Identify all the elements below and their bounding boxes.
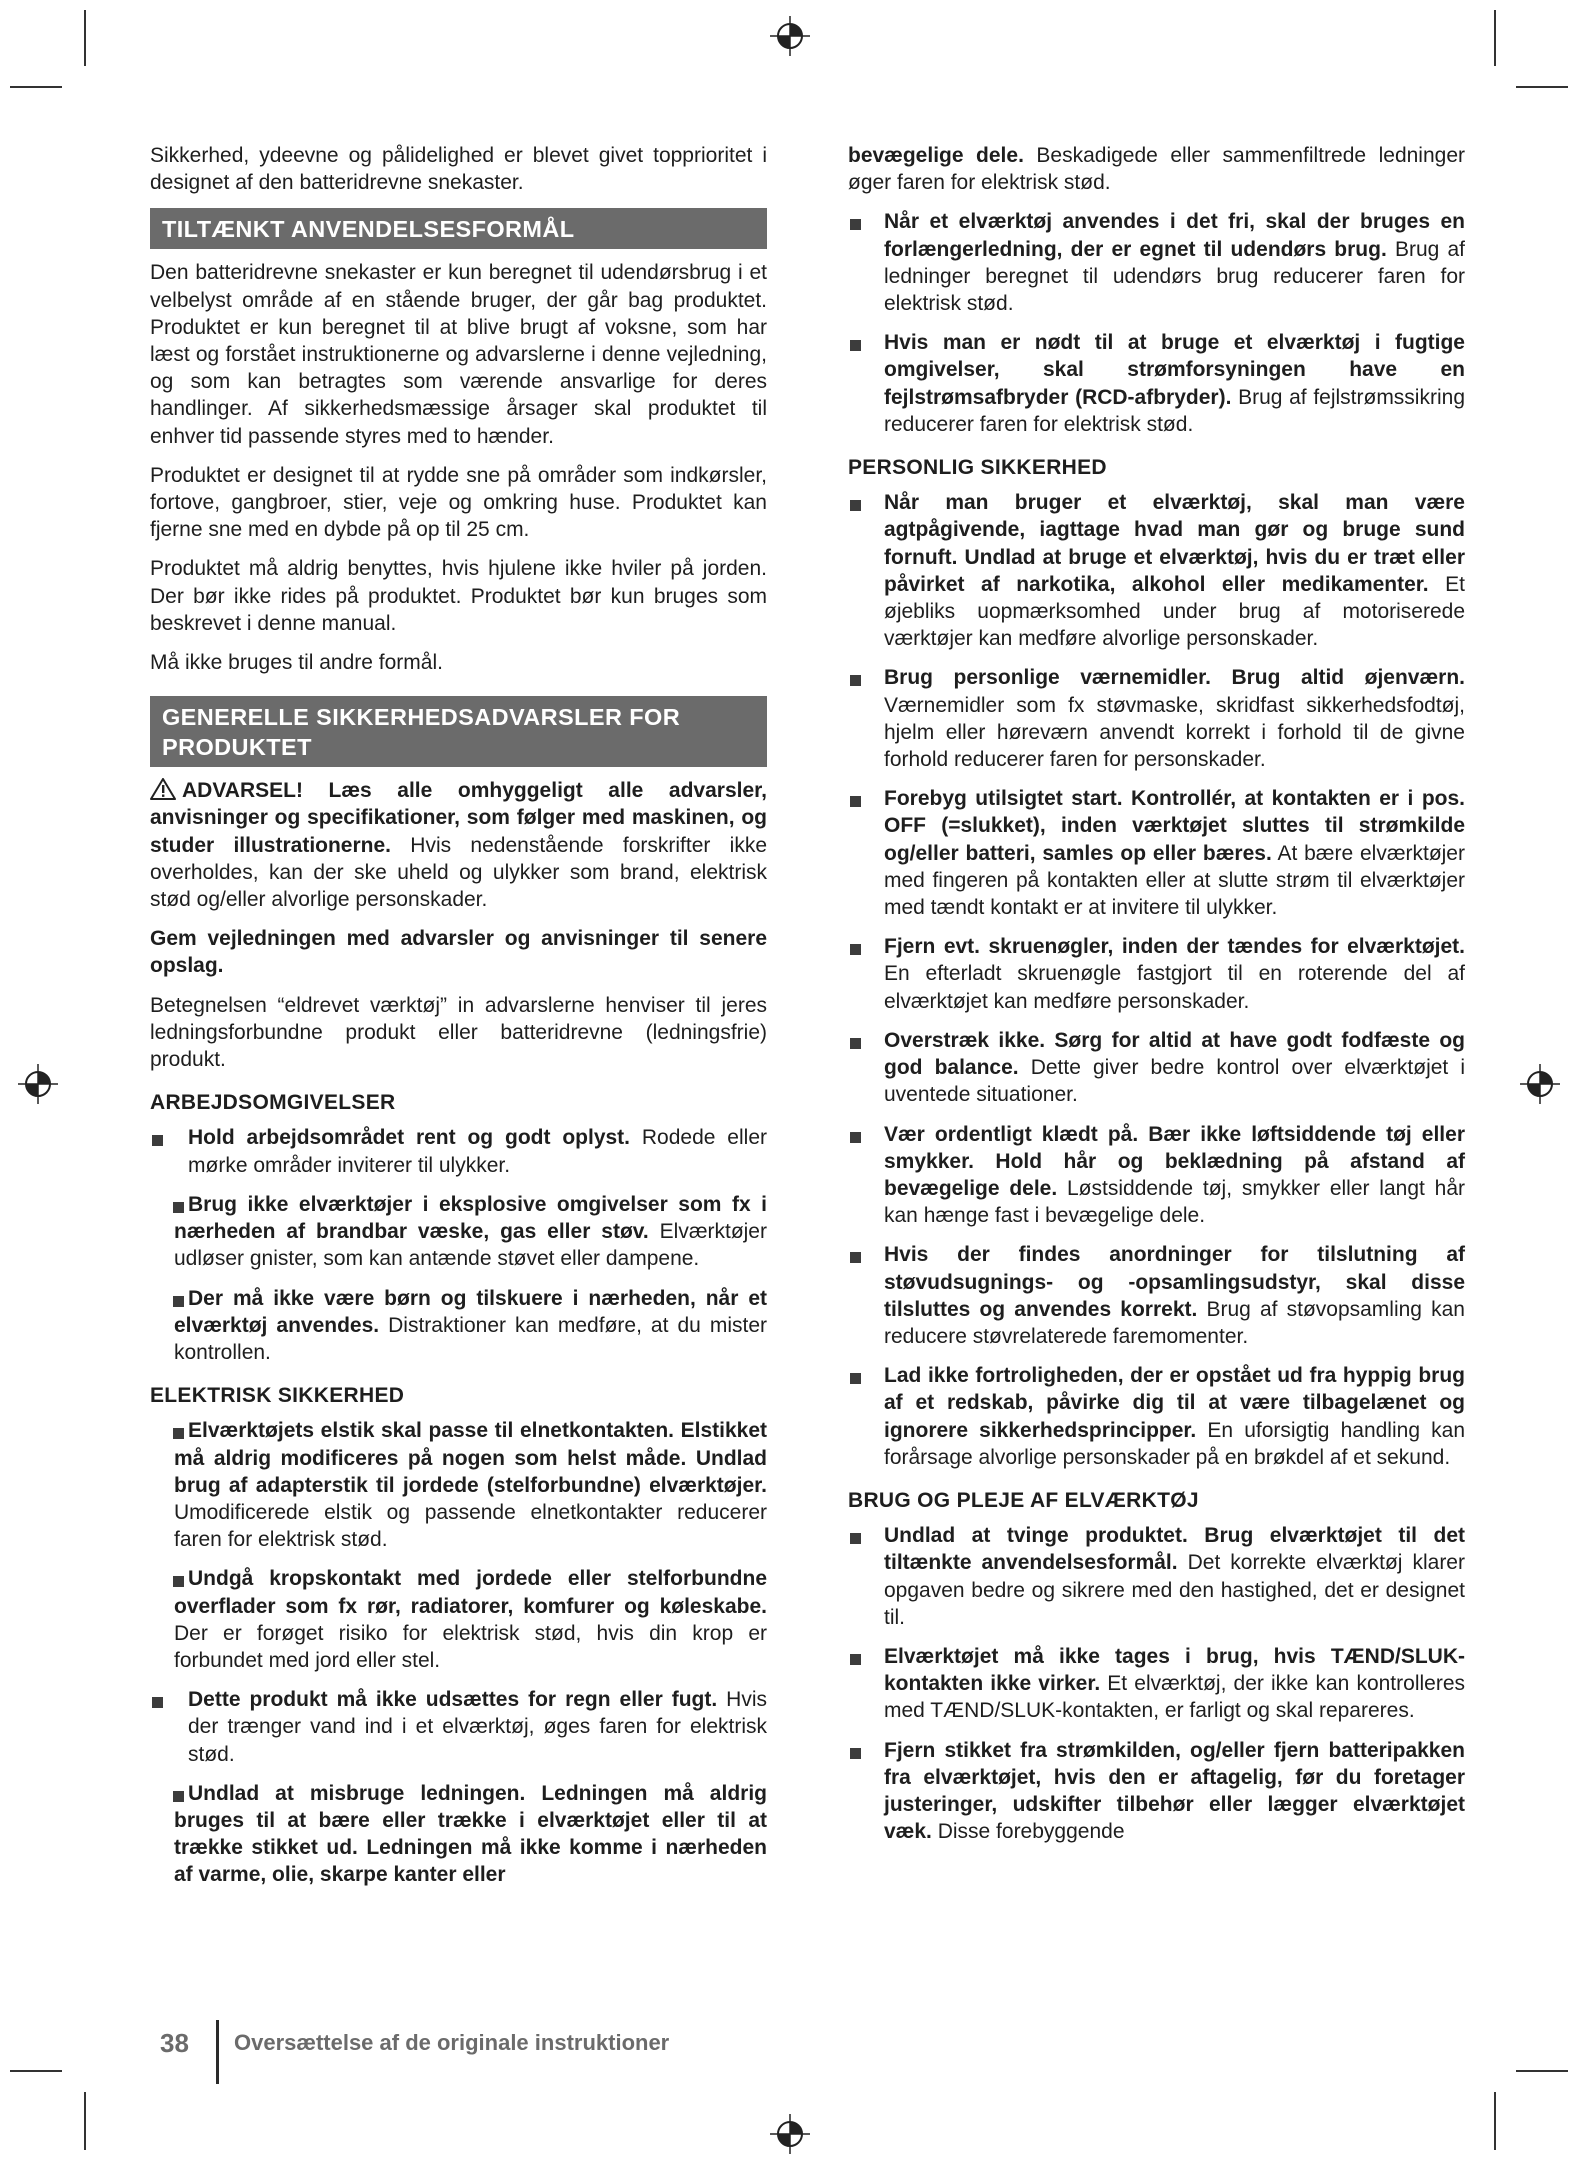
footer-divider: [216, 2020, 219, 2084]
list-item: [848, 1643, 1465, 1725]
list-item: [848, 785, 1465, 921]
bullet-square-icon: [850, 1748, 861, 1759]
list-item-text: Brug af fejlstrømssikring reducerer faren for elektrisk stød.: [884, 385, 1465, 436]
list-item-text: Elværktøjer udløser gnister, som kan antænde støvet eller dampene.: [174, 1220, 767, 1271]
list-item-bold: Elværktøjet må ikke tages i brug, hvis TÆND/SLUK-kontakten ikke virker.: [884, 1644, 1465, 1696]
list-item: [150, 1417, 767, 1553]
list-item-bold: Hvis man er nødt til at bruge et elværktøj i fugtige omgivelser, skal strømforsyningen have en fejlstrømsafbryder (RCD-afbryder).: [884, 331, 1465, 409]
paragraph: Må ikke bruges til andre formål.: [150, 651, 443, 675]
list-item-text: Løstsiddende tøj, smykker eller langt hår kan hænge fast i bevægelige dele.: [884, 1176, 1465, 1228]
list-item-text: Rodede eller mørke områder inviterer til ulykker.: [188, 1126, 767, 1177]
bullet-square-icon: [152, 1135, 163, 1146]
list-item: [150, 1191, 767, 1273]
list-item-bold: Undlad at tvinge produktet. Brug elværktøjet til det tiltænkte anvendelsesformål.: [884, 1524, 1465, 1575]
list-item-text: Det korrekte elværktøj klarer opgaven bedre og sikrere med den hastighed, det er designet til.: [884, 1551, 1465, 1629]
list-item-text: Hvis der trænger vand ind i et elværktøj, øges faren for elektrisk stød.: [188, 1688, 768, 1766]
paragraph: Produktet må aldrig benyttes, hvis hjulene ikke hviler på jorden. Der bør ikke rides på produktet. Produktet bør kun bruges som beskrevet i denne manual.: [150, 557, 767, 635]
list-item-text: En efterladt skruenøgle fastgjort til en roterende del af elværktøjet kan medføre personskader.: [884, 962, 1465, 1013]
left-column: [150, 142, 767, 1901]
list-item-bold: Brug ikke elværktøjer i eksplosive omgivelser som fx i nærheden af brandbar væske, gas eller støv.: [174, 1192, 767, 1244]
list-item: [848, 1121, 1465, 1230]
bullet-square-icon: [173, 1576, 184, 1587]
subheading-electrical-safety: ELEKTRISK SIKKERHED: [150, 1384, 405, 1408]
crop-mark: [10, 2070, 62, 2072]
bullet-square-icon: [850, 1654, 861, 1665]
list-item-bold: Undgå kropskontakt med jordede eller stelforbundne overflader som fx rør, radiatorer, komfurer og køleskabe.: [174, 1567, 767, 1618]
crop-mark: [1494, 10, 1496, 66]
list-item-text: Distraktioner kan medføre, at du mister kontrollen.: [174, 1313, 767, 1364]
list-item-bold: Lad ikke fortroligheden, der er opstået ud fra hyppig brug af et redskab, påvirke dig til at være tilbagelænet og ignorere sikkerhedsprincipper.: [884, 1364, 1465, 1442]
bullet-square-icon: [850, 1132, 861, 1143]
bullet-square-icon: [850, 1038, 861, 1049]
intro-paragraph: Sikkerhed, ydeevne og pålidelighed er blevet givet topprioritet i designet af den batteridrevne snekaster.: [150, 144, 767, 195]
crop-mark: [1494, 2092, 1496, 2150]
keep-instructions-text: Gem vejledningen med advarsler og anvisninger til senere opslag.: [150, 927, 767, 978]
list-item-bold: Brug personlige værnemidler. Brug altid øjenværn.: [884, 666, 1465, 690]
list-item-text: En uforsigtig handling kan forårsage alvorlige personskader på en brøkdel af et sekund.: [884, 1418, 1466, 1469]
bullet-square-icon: [850, 340, 861, 351]
list-item-text: Umodificerede elstik og passende elnetkontakter reducerer faren for elektrisk stød.: [174, 1500, 767, 1552]
list-item-bold: Der må ikke være børn og tilskuere i nærheden, når et elværktøj anvendes.: [174, 1286, 767, 1337]
bullet-square-icon: [173, 1791, 184, 1802]
list-item: [848, 329, 1465, 438]
keep-instructions: [150, 925, 767, 979]
crop-mark: [10, 86, 62, 88]
section-banner-general-safety: GENERELLE SIKKERHEDSADVARSLER FOR PRODUKTET: [150, 696, 767, 767]
warning-triangle-icon: [150, 778, 176, 800]
list-item: [150, 1565, 767, 1674]
bullet-square-icon: [173, 1428, 184, 1439]
list-item-bold: Undlad at misbruge ledningen. Ledningen må aldrig bruges til at bære eller trække i elværktøjet eller til at trække stikket ud. Ledningen må ikke komme i nærheden af varme, olie, skarpe kanter eller: [174, 1781, 767, 1887]
crop-mark: [1516, 2070, 1568, 2072]
registration-mark-icon: [768, 2112, 812, 2156]
crop-mark: [1516, 86, 1568, 88]
registration-mark-icon: [16, 1062, 60, 1106]
list-item: [848, 1241, 1465, 1350]
bullet-square-icon: [152, 1697, 163, 1708]
paragraph: Produktet er designet til at rydde sne på områder som indkørsler, fortove, gangbroer, stier, veje og omkring huse. Produktet kan fjerne sne med en dybde på op til 25 cm.: [150, 463, 767, 542]
list-item: [848, 1027, 1465, 1109]
subheading-tool-care: BRUG OG PLEJE AF ELVÆRKTØJ: [848, 1488, 1199, 1512]
list-item: [150, 1686, 767, 1768]
list-item-text: Dette giver bedre kontrol over elværktøjet i uventede situationer.: [884, 1056, 1465, 1107]
list-item: [848, 664, 1465, 773]
bullet-square-icon: [850, 219, 861, 230]
list-item-bold: Fjern evt. skruenøgler, inden der tændes for elværktøjet.: [884, 935, 1465, 959]
list-item-text: Der er forøget risiko for elektrisk stød, hvis din krop er forbundet med jord eller stel.: [174, 1621, 767, 1672]
list-item: [150, 1124, 767, 1178]
list-item: [150, 1285, 767, 1367]
paragraph: Den batteridrevne snekaster er kun beregnet til udendørsbrug i et velbelyst område af en stående bruger, der går bag produktet. Produktet er kun beregnet til at blive brugt af voksne, som har læst og forstået instruktionerne og advarslerne i denne vejledning, og som kan betragtes som værende ansvarlige for deres handlinger. Af sikkerhedsmæssige årsager skal produktet til enhver tid passende styres med to hænder.: [150, 261, 767, 448]
bullet-square-icon: [850, 675, 861, 686]
list-item-text: At bære elværktøjer med fingeren på kontakten eller at slutte strøm til elværktøjer med tændt kontakt er at invitere til ulykker.: [884, 841, 1465, 920]
section-banner-intended-use: TILTÆNKT ANVENDELSESFORMÅL: [150, 208, 767, 249]
registration-mark-icon: [768, 14, 812, 58]
list-item: [848, 208, 1465, 317]
list-item-bold: Hvis der findes anordninger for tilslutning af støvudsugnings- og -opsamlingsudstyr, skal disse tilsluttes og anvendes korrekt.: [884, 1243, 1465, 1321]
paragraph: Betegnelsen “eldrevet værktøj” in advarslerne henviser til jeres ledningsforbundne produkt eller batteridrevne (ledningsfrie) produkt.: [150, 993, 767, 1072]
crop-mark: [84, 2092, 86, 2150]
list-item-text: Et elværktøj, der ikke kan kontrolleres med TÆND/SLUK-kontakten, er farligt og skal repareres.: [884, 1672, 1465, 1723]
warning-bold-text: ADVARSEL! Læs alle omhyggeligt alle advarsler, anvisninger og specifikationer, som følger med maskinen, og studer illustrationerne.: [150, 779, 767, 857]
list-item-bold: Overstræk ikke. Sørg for altid at have godt fodfæste og god balance.: [884, 1028, 1465, 1080]
list-item-bold: Når man bruger et elværktøj, skal man være agtpågivende, iagttage hvad man gør og bruge sund fornuft. Undlad at bruge et elværktøj, hvis du er træt eller påvirket af narkotika, alkohol eller medikamenter.: [884, 491, 1465, 596]
paragraph-bold: bevægelige dele.: [848, 144, 1024, 167]
subheading-personal-safety: PERSONLIG SIKKERHED: [848, 456, 1107, 480]
bullet-square-icon: [850, 796, 861, 807]
bullet-square-icon: [173, 1202, 184, 1213]
crop-mark: [84, 10, 86, 66]
list-item-bold: Hold arbejdsområdet rent og godt oplyst.: [188, 1126, 631, 1150]
bullet-square-icon: [173, 1296, 184, 1307]
warning-paragraph: [150, 777, 767, 913]
bullet-square-icon: [850, 1533, 861, 1544]
list-item: [848, 1737, 1465, 1846]
list-item-text: Værnemidler som fx støvmaske, skridfast sikkerhedsfodtøj, hjelm eller høreværn anvendt korrekt i forhold til de givne forhold reducerer faren for personskader.: [884, 693, 1465, 772]
bullet-square-icon: [850, 944, 861, 955]
paragraph-text: Beskadigede eller sammenfiltrede ledninger øger faren for elektrisk stød.: [848, 144, 1465, 195]
list-item-bold: Vær ordentligt klædt på. Bær ikke løftsiddende tøj eller smykker. Hold hår og beklædning på afstand af bevægelige dele.: [884, 1122, 1465, 1200]
registration-mark-icon: [1518, 1062, 1562, 1106]
bullet-square-icon: [850, 500, 861, 511]
list-item-text: Disse forebyggende: [931, 1820, 1125, 1844]
list-item: [848, 933, 1465, 1015]
right-column: [848, 142, 1465, 1857]
page-number: 38: [160, 2028, 189, 2058]
list-item: [150, 1780, 767, 1889]
list-item-bold: Forebyg utilsigtet start. Kontrollér, at kontakten er i pos. OFF (=slukket), inden værktøjet sluttes til strømkilde og/eller batteri, samles op eller bæres.: [884, 787, 1465, 865]
subheading-work-area: ARBEJDSOMGIVELSER: [150, 1091, 396, 1115]
bullet-square-icon: [850, 1373, 861, 1384]
bullet-square-icon: [850, 1252, 861, 1263]
list-item-bold: Når et elværktøj anvendes i det fri, skal der bruges en forlængerledning, der er egnet til udendørs brug.: [884, 210, 1465, 261]
list-item-text: Et øjebliks uopmærksomhed under brug af motoriserede værktøjer kan medføre alvorlige personskader.: [884, 572, 1465, 651]
warning-text: Hvis nedenstående forskrifter ikke overholdes, kan der ske uheld og ulykker som brand, elektrisk stød og/eller alvorlige personskader.: [150, 833, 768, 912]
list-item: [848, 1522, 1465, 1631]
list-item-text: Brug af støvopsamling kan reducere støvrelaterede faremomenter.: [884, 1297, 1465, 1348]
footer-title: Oversættelse af de originale instruktioner: [234, 2030, 670, 2055]
list-item-bold: Dette produkt må ikke udsættes for regn eller fugt.: [188, 1688, 718, 1712]
continued-paragraph: [848, 142, 1465, 196]
list-item-bold: Fjern stikket fra strømkilden, og/eller fjern batteripakken fra elværktøjet, hvis den er aftagelig, før du foretager justeringer, udskifter tilbehør eller lægger elværktøjet væk.: [884, 1738, 1465, 1844]
list-item: [848, 489, 1465, 652]
list-item-text: Brug af ledninger beregnet til udendørs brug reducerer faren for elektrisk stød.: [884, 237, 1465, 316]
list-item: [848, 1362, 1465, 1471]
list-item-bold: Elværktøjets elstik skal passe til elnetkontakten. Elstikket må aldrig modificeres på nogen som helst måde. Undlad brug af adapterstik til jordede (stelforbundne) elværktøjer.: [174, 1419, 767, 1497]
